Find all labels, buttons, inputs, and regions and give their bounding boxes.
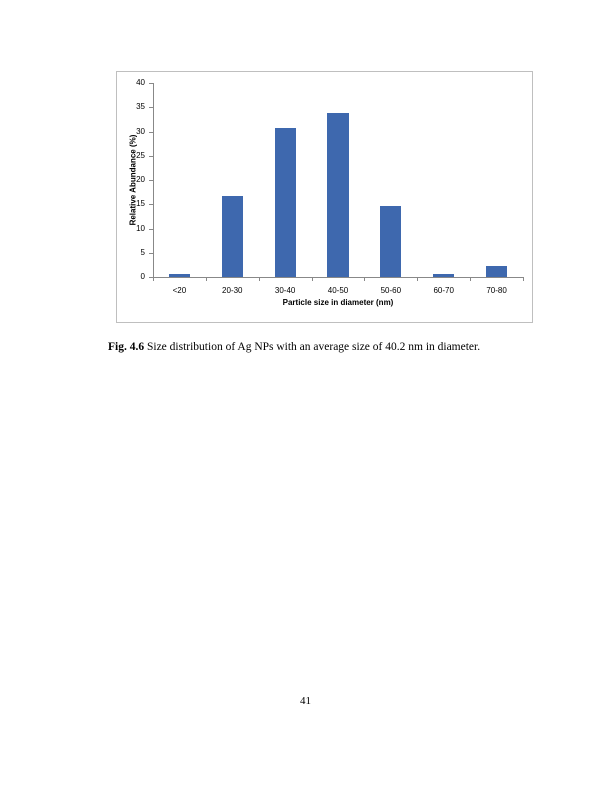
y-tick-label: 0	[140, 272, 145, 281]
x-tick-label: <20	[172, 286, 187, 295]
y-tick-label: 20	[136, 175, 145, 184]
x-tick	[206, 277, 207, 281]
x-tick	[153, 277, 154, 281]
x-axis-title: Particle size in diameter (nm)	[282, 298, 394, 307]
bar-70-80	[486, 266, 507, 277]
x-tick-label: 60-70	[433, 286, 454, 295]
y-tick	[149, 83, 153, 84]
x-tick-label: 70-80	[486, 286, 507, 295]
y-tick-label: 15	[136, 199, 145, 209]
y-tick-label: 30	[136, 126, 145, 136]
y-tick-label: 25	[136, 150, 145, 160]
y-tick	[149, 107, 153, 108]
bar-50-60	[380, 206, 401, 277]
y-tick-label: 10	[136, 223, 145, 233]
y-tick	[149, 253, 153, 254]
y-tick-label: 5	[140, 247, 145, 257]
y-tick-label: 35	[136, 102, 145, 112]
bar-60-70	[433, 274, 454, 277]
x-tick	[470, 277, 471, 281]
y-axis-title-text: Relative Abundance (%)	[128, 134, 138, 226]
bar-20-30	[222, 196, 243, 277]
x-tick	[312, 277, 313, 281]
x-tick	[259, 277, 260, 281]
y-tick	[149, 156, 153, 157]
bar-<20	[169, 274, 190, 277]
x-tick-label: 50-60	[380, 286, 402, 295]
x-tick	[417, 277, 418, 281]
x-tick	[523, 277, 524, 281]
y-axis	[153, 83, 154, 277]
x-tick	[364, 277, 365, 281]
caption-text: Size distribution of Ag NPs with an average size of 40.2 nm in diameter.	[144, 341, 481, 353]
x-tick-label: 20-30	[222, 286, 243, 295]
bar-40-50	[327, 113, 348, 277]
figure-caption	[108, 341, 528, 353]
caption-label: Fig. 4.6	[108, 341, 145, 353]
bar-30-40	[275, 128, 296, 277]
y-tick	[149, 204, 153, 205]
plot-area	[136, 78, 523, 295]
page-number: 41	[300, 695, 311, 707]
x-tick-label: 30-40	[274, 286, 296, 295]
y-tick	[149, 132, 153, 133]
y-tick	[149, 229, 153, 230]
x-axis	[153, 277, 523, 278]
x-tick-label: 40-50	[327, 286, 349, 295]
y-tick-label: 40	[136, 78, 145, 87]
y-tick	[149, 180, 153, 181]
